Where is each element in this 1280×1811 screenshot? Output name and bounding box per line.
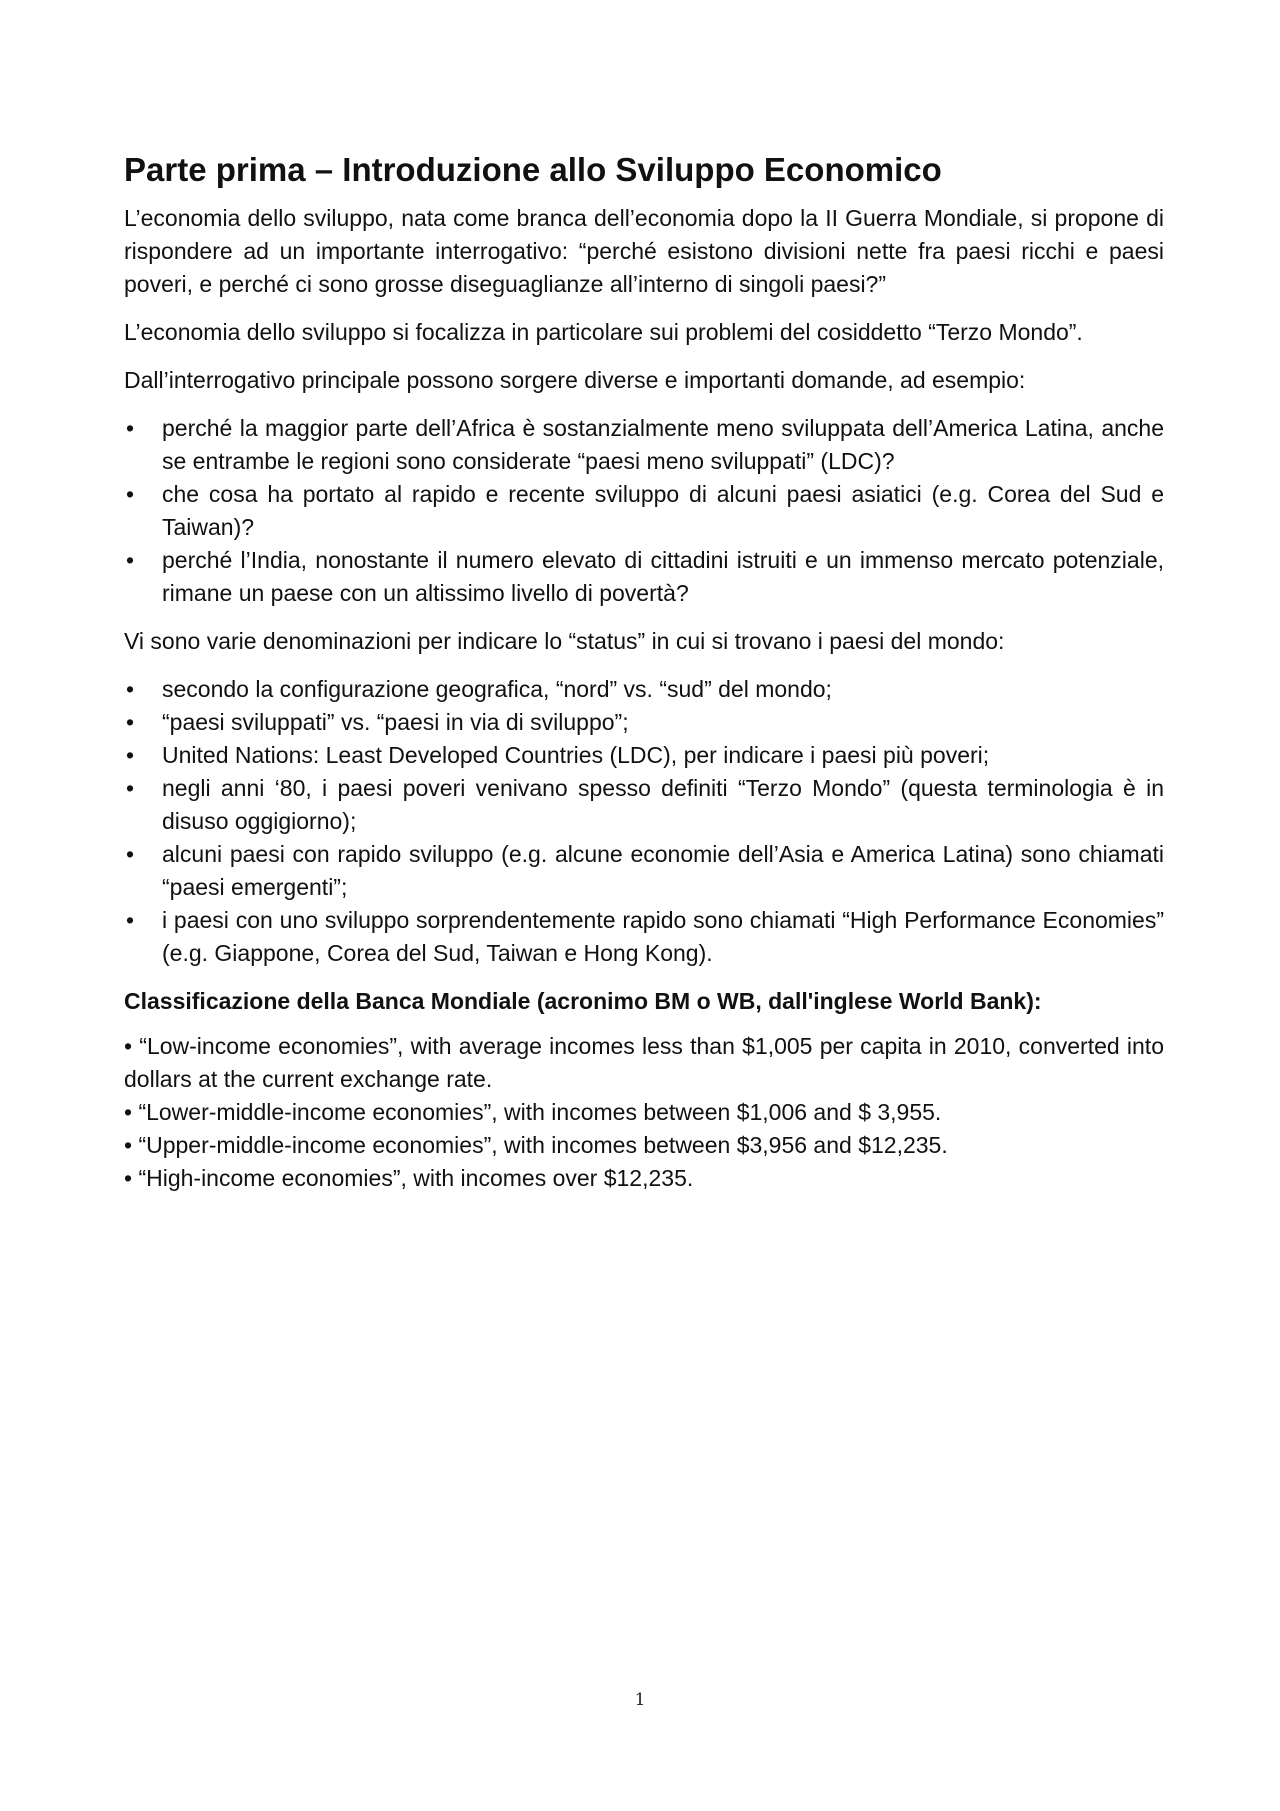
wb-class-line: • “Upper-middle-income economies”, with incomes between $3,956 and $12,235. — [124, 1132, 948, 1158]
denominations-list — [124, 673, 1164, 970]
list-item-text: i paesi con uno sviluppo sorprendentemente rapido sono chiamati “High Performance Economies” (e.g. Giappone, Corea del Sud, Taiwan e Hong Kong). — [162, 907, 1164, 966]
list-item-text: perché la maggior parte dell’Africa è sostanzialmente meno sviluppata dell’America Latina, anche se entrambe le regioni sono considerate “paesi meno sviluppati” (LDC)? — [162, 415, 1164, 474]
bullet-icon: • — [126, 907, 135, 933]
bullet-icon: • — [126, 481, 135, 507]
bullet-icon: • — [126, 709, 135, 735]
questions-intro-paragraph: Dall’interrogativo principale possono sorgere diverse e importanti domande, ad esempio: — [124, 367, 1026, 393]
wb-classification-heading: Classificazione della Banca Mondiale (acronimo BM o WB, dall'inglese World Bank): — [124, 988, 1042, 1014]
intro-paragraph: L’economia dello sviluppo, nata come branca dell’economia dopo la II Guerra Mondiale, si propone di rispondere ad un importante interrogativo: “perché esistono divisioni nette fra paesi ricchi e paesi poveri, e perché ci sono grosse diseguaglianze all’interno di singoli paesi?” — [124, 205, 1164, 297]
focus-paragraph: L’economia dello sviluppo si focalizza in particolare sui problemi del cosiddetto “Terzo Mondo”. — [124, 319, 1083, 345]
list-item-text: United Nations: Least Developed Countries (LDC), per indicare i paesi più poveri; — [162, 742, 990, 768]
page-title: Parte prima – Introduzione allo Sviluppo Economico — [124, 151, 942, 188]
list-item — [124, 838, 1164, 904]
list-item — [124, 412, 1164, 478]
page-number: 1 — [634, 1690, 646, 1710]
bullet-icon: • — [126, 742, 135, 768]
list-item — [124, 544, 1164, 610]
list-item-text: negli anni ‘80, i paesi poveri venivano spesso definiti “Terzo Mondo” (questa terminologia è in disuso oggigiorno); — [162, 775, 1164, 834]
wb-class-line: • “High-income economies”, with incomes over $12,235. — [124, 1165, 694, 1191]
list-item — [124, 739, 1164, 772]
list-item-text: secondo la configurazione geografica, “nord” vs. “sud” del mondo; — [162, 676, 832, 702]
bullet-icon: • — [126, 775, 135, 801]
list-item — [124, 904, 1164, 970]
list-item-text: che cosa ha portato al rapido e recente sviluppo di alcuni paesi asiatici (e.g. Corea del Sud e Taiwan)? — [162, 481, 1164, 540]
list-item-text: perché l’India, nonostante il numero elevato di cittadini istruiti e un immenso mercato potenziale, rimane un paese con un altissimo livello di povertà? — [162, 547, 1164, 606]
wb-class-line: • “Lower-middle-income economies”, with incomes between $1,006 and $ 3,955. — [124, 1099, 942, 1125]
document-page — [124, 150, 1164, 1195]
questions-list — [124, 412, 1164, 610]
bullet-icon: • — [126, 547, 135, 573]
bullet-icon: • — [126, 841, 135, 867]
list-item — [124, 706, 1164, 739]
bullet-icon: • — [126, 676, 135, 702]
wb-classification-list — [124, 1030, 1164, 1195]
bullet-icon: • — [126, 415, 135, 441]
wb-class-line: • “Low-income economies”, with average incomes less than $1,005 per capita in 2010, converted into dollars at the current exchange rate. — [124, 1033, 1164, 1092]
list-item-text: “paesi sviluppati” vs. “paesi in via di sviluppo”; — [162, 709, 629, 735]
list-item — [124, 673, 1164, 706]
status-intro-paragraph: Vi sono varie denominazioni per indicare lo “status” in cui si trovano i paesi del mondo: — [124, 628, 1005, 654]
list-item — [124, 478, 1164, 544]
list-item-text: alcuni paesi con rapido sviluppo (e.g. alcune economie dell’Asia e America Latina) sono chiamati “paesi emergenti”; — [162, 841, 1164, 900]
list-item — [124, 772, 1164, 838]
